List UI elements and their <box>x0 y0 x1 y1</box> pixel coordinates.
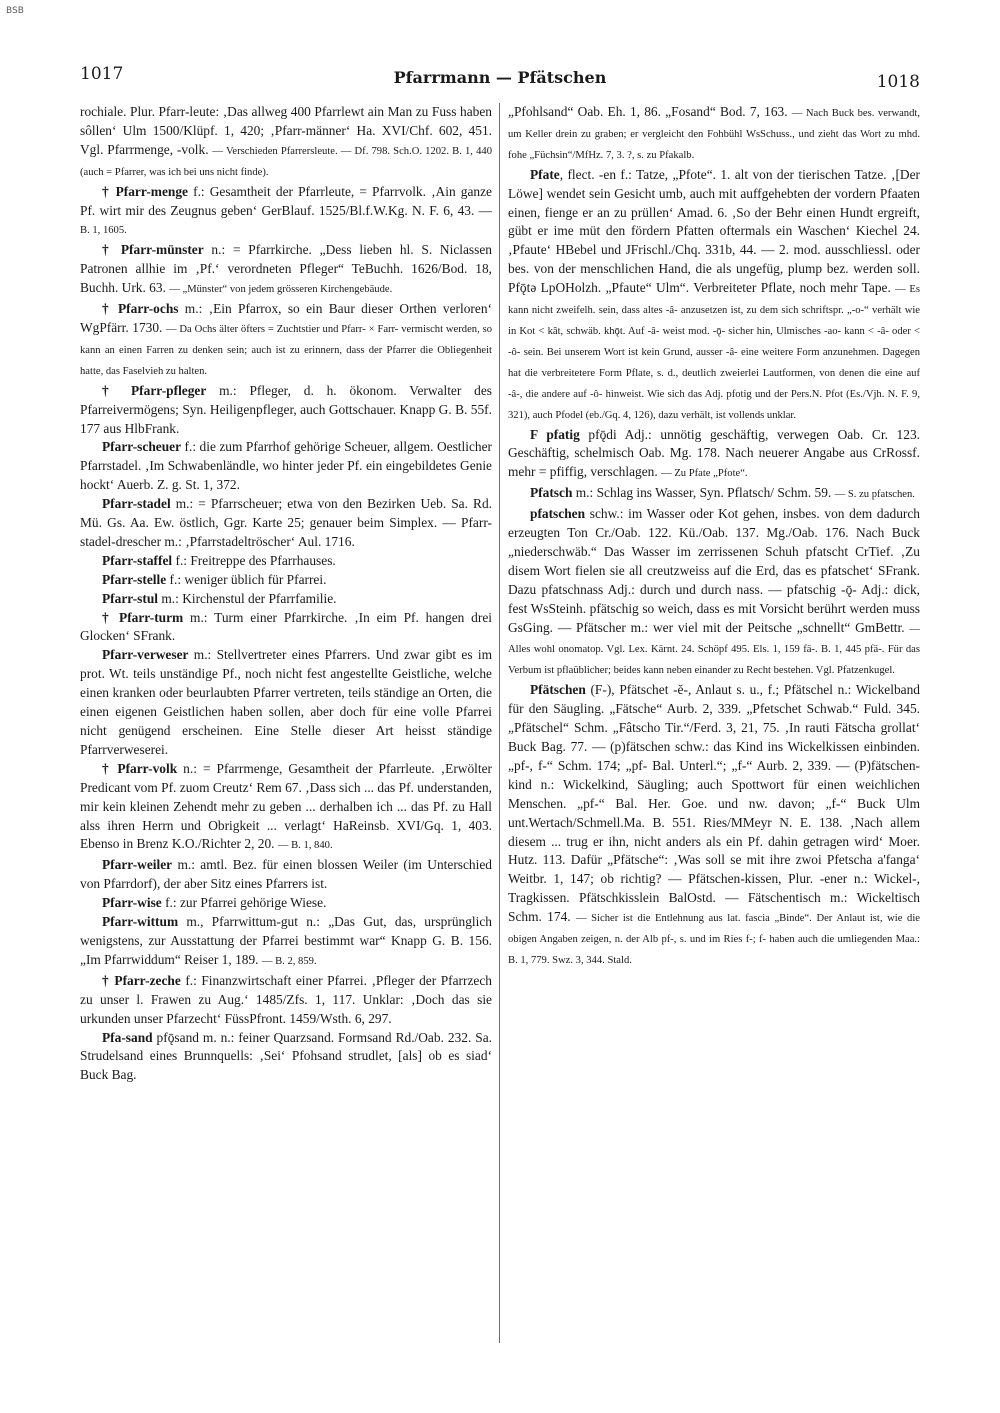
entry-note: — Alles wohl onomatop. Vgl. Lex. Kärnt. 24. Schöpf 495. Els. 1, 159 fä-. B. 1, 445 pfä-. Für das Verbum ist pflaüblicher; beides kann neben einander zu Recht bestehen. Vgl. Pfatzenkugel. <box>508 623 920 677</box>
entry-headword: F pfatig <box>530 426 580 442</box>
page-header <box>80 64 920 90</box>
page-number-left: 1017 <box>80 64 124 84</box>
dictionary-entry <box>80 646 492 759</box>
entry-headword: † Pfarr-zeche <box>102 972 181 988</box>
entry-text: m.: Stellvertreter eines Pfarrers. Und zwar gibt es im prot. Wt. teils unständige Pf., noch nicht fest angestellte Geistliche, welche einen kranken oder beurlaubten Pfarrer vertreten, teils ständige an Orten, die einen eigenen Geistlichen haben sollen, aber doch für eine volle Pfarrei nicht genügend erscheinen. Eine Stelle dieser Art heisst ständige Pfarrverweserei. <box>80 647 492 757</box>
entry-note: — Da Ochs älter öfters = Zuchtstier und Pfarr- × Farr- vermischt werden, so kann an einen Farren zu denken sein; auch ist zu erinnern, dass der Pfarrer die Obliegenheit hatte, das Faselvieh zu halten. <box>80 323 492 377</box>
dictionary-entry <box>80 495 492 552</box>
entry-text: f.: Finanzwirtschaft einer Pfarrei. ‚Pfleger der Pfarrzech zu unser l. Frawen zu Aug.‘ 1485/Zfs. 1, 117. Unklar: ‚Doch das sie urkunden unser Pfarzecht‘ FüssPfront. 1459/Wsth. 6, 297. <box>80 972 492 1026</box>
entry-headword: † Pfarr-menge <box>102 183 188 199</box>
entry-headword: † Pfarr-münster <box>102 242 204 258</box>
entry-headword: Pfate <box>530 166 560 182</box>
dictionary-entry <box>80 1029 492 1086</box>
dictionary-entry <box>80 609 492 647</box>
left-column <box>80 103 492 1343</box>
entry-headword: pfatschen <box>530 506 586 522</box>
entry-text: , flect. -en f.: Tatze, „Pfote“. 1. alt von der tierischen Tatze. ‚[Der Löwe] wendet sein Gesicht umb, auch mit auffgehebten der vordern Pfaaten einen, fienge er an zu prüllen‘ Amad. 6. ‚So der Behr einen Hundt ergreift, gübt er ime müt den fördern Pfatten oftermals ein Waschen‘ Kiechel 24. ‚Pfaute‘ HBebel und JFrischl./Chq. 331b, 44. — 2. mod. ausschliessl. oder bes. von der menschlichen Hand, die als ungefüg, plump bez. werden soll. Pfǭtə LpOHolzh. „Pfaute“ Ulm“. Verbreiteter Pflate, noch mehr Tape. <box>508 166 920 296</box>
entry-note: — B. 1, 840. <box>277 840 333 852</box>
entry-text: m.: Kirchenstul der Pfarrfamilie. <box>158 590 337 606</box>
dictionary-entry <box>80 571 492 590</box>
entry-note: — Verschieden Pfarrersleute. — Df. 798. Sch.O. 1202. B. 1, 440 (auch = Pfarrer, was ich bei uns nicht finde). <box>80 145 492 178</box>
entry-note: — Nach Buck bes. verwandt, um Keller drein zu graben; er vergleicht den Fohbühl WsSchuss., und zieht das Wort zu mhd. fohe „Füchsin“/MfHz. 7, 3. ?, s. zu Pfakalb. <box>508 108 920 161</box>
entry-headword: Pfarr-verweser <box>102 647 189 663</box>
entry-headword: Pfarr-scheuer <box>102 439 182 455</box>
dictionary-entry <box>508 426 920 485</box>
entry-headword: Pfatsch <box>530 485 573 501</box>
entry-text: schw.: im Wasser oder Kot gehen, insbes. von dem dadurch erzeugten Ton Cr./Oab. 122. Kü./Oab. 137. Mg./Oab. 176. Nach Buck „niederschwäb.“ Das Wasser im zerrissenen Schuh pfatscht CrTief. ‚Zu disem Wort fielen sie all creutzweiss auf die Erd, das es pfatschet‘ SFrank. Dazu pfatschnass Adj.: durch und durch nass. — pfatschig -ǭ- Adj.: dick, fest WsSteinh. pfätschig so weich, dass es mit Vorsicht berührt werden muss GsGing. — Pfätscher m.: wer viel mit der Peitsche „schnellt“ GmBettr. <box>508 506 920 635</box>
dictionary-entry <box>80 972 492 1029</box>
entry-headword: † Pfarr-volk <box>102 760 178 776</box>
dictionary-entry <box>80 103 492 183</box>
dictionary-entry <box>80 438 492 495</box>
entry-text: m.: Pfleger, d. h. ökonom. Verwalter des Pfarreivermögens; Syn. Heiligenpfleger, auch Gottschauer. Knapp G. B. 55f. 177 aus HlbFrank. <box>80 382 492 436</box>
entry-text: (F-), Pfätschet -ĕ-, Anlaut s. u., f.; Pfätschel n.: Wickelband für den Säugling. „Fätsche“ Aurb. 2, 339. „Pfetschet Schwab.“ Fuld. 345. „Pfätschel“ Schm. „Fâtscho Tir.“/Ferd. 3, 21, 75. ‚In rauti Fätscha grollat‘ Buck Bag. 77. — (p)fätschen schw.: das Kind ins Wickelkissen einbinden. „pf-, f-“ Schm. 174; „pf- Bal. Unterl.“; „f-“ Aurb. 2, 339. — (P)fätschen-kind n.: Wickelkind, Säugling; auch Spottwort für einen weichlichen Menschen. „pf-“ Bal. Her. Goe. und nw. davon; „f-“ Buck Ulm unt.Wertach/Schmell.Ma. B. 551. Ries/MMeyr N. E. 138. ‚Nach allem diesem ... trug er ihn, nicht anders als ein Pf. dahin getragen wird‘ Moer. Hutz. 113. Dafür „Pfätsche“: ‚Was soll se mit ihre zwoi Pfetscha a'fanga‘ Weitbr. 1, 147; ob richtig? — Pfätschen-kissen, Plur. -ener n.: Wickel-, Tragkissen. Pfätschkisslein BalOstd. — Fätschentisch m.: Wickeltisch Schm. 174. <box>508 682 920 925</box>
dictionary-entry <box>80 856 492 894</box>
column-divider <box>499 103 500 1343</box>
entry-note: B. 1, 1605. <box>80 225 127 237</box>
dictionary-entry <box>508 484 920 505</box>
dictionary-entry <box>80 300 492 382</box>
right-column <box>508 103 920 1343</box>
dictionary-entry <box>80 382 492 439</box>
entry-headword: Pfarr-stul <box>102 590 159 606</box>
dictionary-entry <box>508 681 920 971</box>
entry-note: — B. 2, 859. <box>261 955 317 967</box>
dictionary-entry <box>508 166 920 426</box>
dictionary-entry <box>80 552 492 571</box>
entry-note: — Sicher ist die Entlehnung aus lat. fascia „Binde“. Der Anlaut ist, wie die obigen Angaben zeigen, n. der Alb pf-, s. und im Ries f-; f- haben auch die umliegenden Maa.: B. 1, 779. Swz. 3, 344. Stald. <box>508 913 920 966</box>
running-title: Pfarrmann — Pfätschen <box>393 68 607 87</box>
entry-text: m., Pfarrwittum-gut n.: „Das Gut, das, ursprünglich wenigstens, zur Ausstattung der Pfarrei bestimmt war“ Knapp G. B. 156. „Im Pfarrwiddum“ Reiser 1, 189. <box>80 914 492 967</box>
page-number-right: 1018 <box>876 72 920 92</box>
entry-text: m.: = Pfarrscheuer; etwa von den Bezirken Ueb. Sa. Rd. Mü. Gs. Aa. Ew. östlich, Ggr. Karte 25; genauer beim Simplex. — Pfarr-stadel-drescher m.: ‚Pfarrstadeltröscher‘ Aul. 1716. <box>80 496 492 549</box>
entry-text: f.: zur Pfarrei gehörige Wiese. <box>161 895 327 911</box>
library-stamp: BSB <box>6 6 24 16</box>
entry-text: f.: die zum Pfarrhof gehörige Scheuer, allgem. Oestlicher Pfarrstadel. ‚Im Schwabenländle, wo hinter jeder Pf. ein eingebildetes Genie hockt‘ Auerb. Z. g. St. 1, 372. <box>80 439 492 493</box>
dictionary-entry <box>80 241 492 300</box>
dictionary-entry <box>80 913 492 972</box>
entry-text: n.: = Pfarrkirche. „Dess lieben hl. S. Niclassen Patronen allhie im ‚Pf.‘ verordneten Pfleger“ TeBuchh. 1626/Bod. 18, Buchh. Urk. 63. <box>80 242 492 296</box>
entry-headword: Pfa-sand <box>102 1029 153 1045</box>
entry-text: m.: Schlag ins Wasser, Syn. Pflatsch/ Schm. 59. <box>572 485 835 501</box>
entry-headword: † Pfarr-ochs <box>102 301 179 317</box>
entry-headword: Pfarr-wittum <box>102 914 179 930</box>
entry-headword: Pfarr-staffel <box>102 552 173 568</box>
dictionary-entry <box>80 590 492 609</box>
entry-text: m.: Turm einer Pfarrkirche. ‚In eim Pf. hangen drei Glocken‘ SFrank. <box>80 609 492 644</box>
entry-headword: Pfarr-stadel <box>102 496 171 512</box>
dictionary-entry <box>508 505 920 681</box>
dictionary-entry <box>508 103 920 166</box>
entry-headword: † Pfarr-pfleger <box>102 382 207 398</box>
entry-note: — „Münster“ von jedem grösseren Kirchengebäude. <box>169 284 393 296</box>
entry-text: m.: ‚Ein Pfarrox, so ein Baur dieser Orthen verloren‘ WgPfärr. 1730. <box>80 301 492 335</box>
entry-headword: Pfarr-wise <box>102 895 162 911</box>
entry-text: m.: amtl. Bez. für einen blossen Weiler (im Unterschied von Pfarrdorf), der aber Sitz eines Pfarrers ist. <box>80 857 492 892</box>
dictionary-entry <box>80 183 492 242</box>
entry-text: f.: Freitreppe des Pfarrhauses. <box>172 552 336 568</box>
dictionary-entry <box>80 760 492 857</box>
entry-text: pfǭsand m. n.: feiner Quarzsand. Formsand Rd./Oab. 232. Sa. Strudelsand eines Brunnquells: ‚Sei‘ Pfohsand strudlet, [als] ob es siad‘ Buck Bag. <box>80 1029 492 1083</box>
entry-text: „Pfohlsand“ Oab. Eh. 1, 86. „Fosand“ Bod. 7, 163. <box>508 104 792 119</box>
dictionary-entry <box>80 894 492 913</box>
entry-text: f.: Gesamtheit der Pfarrleute, = Pfarrvolk. ‚Ain ganze Pf. wirt mir des Zeugnus geben‘ GerBlauf. 1525/Bl.f.W.Kg. N. F. 6, 43. — <box>80 183 492 218</box>
entry-note: — Zu Pfate „Pfote“. <box>661 468 748 480</box>
entry-note: — S. zu pfatschen. <box>834 489 915 501</box>
entry-headword: Pfarr-weiler <box>102 857 173 873</box>
entry-text: pfǭdi Adj.: unnötig geschäftig, verwegen Oab. Cr. 123. Geschäftig, schelmisch Oab. Mg. 178. Nach neuerer Angabe aus CrRossf. mehr = pfiffig, verschlagen. <box>508 426 920 480</box>
entry-text: n.: = Pfarrmenge, Gesamtheit der Pfarrleute. ‚Erwölter Predicant vom Pf. zuom Creutz‘ Rem 67. ‚Dass sich ... das Pf. understanden, mir kein kleinen Zehendt mehr zu geben ... derhalben ich ... das Pf. zu Hall alss ihren Herrn und Obrigkeit ... verlagt‘ HaReinsb. XVI/Gq. 1, 403. Ebenso in Brenz K.O./Richter 2, 20. <box>80 760 492 852</box>
entry-note: — Es kann nicht zweifelh. sein, dass altes -â- anzusetzen ist, zu dem sich schriftspr. „-o-“ verhält wie in Kot < kât, schwäb. khǭt. Auf -â- weist mod. -ǭ- sicher hin, Ulmisches -ao- kann < -â- oder < -ô- sein. Bei unserem Wort ist kein Grund, ausser -â- eine weitere Form anzunehmen. Dagegen hat die verbreitetere Form Pflate, s. d., deutlich zweierlei Lautformen, von denen die eine auf -â-, die andere auf -ô- hinweist. Wie sich das Adj. pfotig und der Pers.N. Pfot (Es./Vjh. N. F. 9, 321), auch Pfodel (eb./Gq. 4, 126), dazu verhält, ist vollends unklar. <box>508 284 920 421</box>
entry-headword: Pfarr-stelle <box>102 571 167 587</box>
entry-headword: Pfätschen <box>530 682 586 698</box>
entry-text: rochiale. Plur. Pfarr-leute: ‚Das allweg 400 Pfarrlewt ain Man zu Fuss haben sôllen‘ Ulm 1500/Klüpf. 1, 420; ‚Pfarr-männer‘ Ha. XVI/Chf. 602, 451. Vgl. Pfarrmenge, -volk. <box>80 104 492 157</box>
entry-text: f.: weniger üblich für Pfarrei. <box>166 571 327 587</box>
entry-headword: † Pfarr-turm <box>102 609 184 625</box>
